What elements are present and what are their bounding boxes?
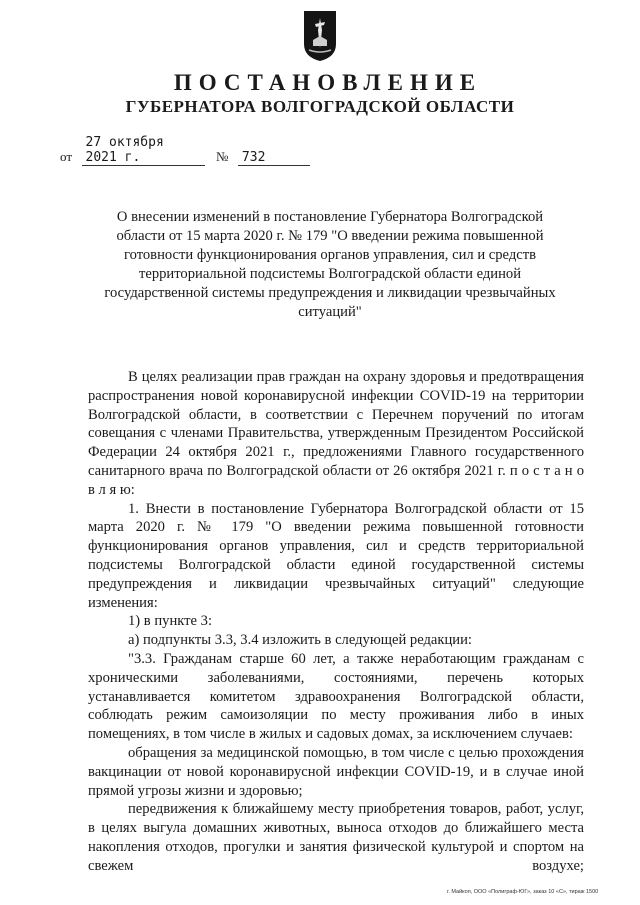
document-title: ПОСТАНОВЛЕНИЕ [173, 70, 483, 95]
print-footer: г. Майкоп, ООО «Полиграф-ЮГ», заказ 10 «С», тираж 1500 [447, 889, 599, 895]
body-paragraph: обращения за медицинской помощью, в том числе с целью прохождения вакцинации от новой коронавирусной инфекции COVID-19, и в случае иной прямой угрозы жизни и здоровью; [88, 744, 584, 799]
document-date: 27 октября 2021 г. [82, 135, 205, 166]
document-number: 732 [238, 150, 310, 166]
body-paragraph: 1) в пункте 3: [128, 613, 213, 630]
body-paragraph: В целях реализации прав граждан на охрану здоровья и предотвращения распространения новой коронавирусной инфекции COVID-19 на территории Волгоградской области, в соответствии с Перечнем поручений по итогам совещания с членами Правительства, утвержденным Президентом Российской Федерации 24 октября 2021 г., предложениями Главного государственного санитарного врача по Волгоградской области от 26 октября 2021 г. п о с т а н о в л я ю: [88, 369, 584, 498]
issuing-authority: ГУБЕРНАТОРА ВОЛГОГРАДСКОЙ ОБЛАСТИ [125, 97, 515, 116]
coat-of-arms-icon [303, 10, 337, 62]
body-paragraph: 1. Внести в постановление Губернатора Волгоградской области от 15 марта 2020 г. № 179 "О введении режима повышенной готовности функционирования органов управления, сил и средств территориальной подсистемы Волгоградской области единой государственной системы предупреждения и ликвидации чрезвычайных ситуаций" следующие изменения: [88, 500, 584, 611]
document-subject: О внесении изменений в постановление Губернатора Волгоградской области от 15 марта 2020 г. № 179 "О введении режима повышенной готовности функционирования органов управления, сил и средств территориальной подсистемы Волгоградской области единой государственной системы предупреждения и ликвидации чрезвычайных ситуаций" [104, 209, 556, 320]
document-body [88, 368, 584, 876]
body-paragraph: передвижения к ближайшему месту приобретения товаров, работ, услуг, в целях выгула домашних животных, выноса отходов до ближайшего места накопления отходов, прогулки и занятия физической культурой и спортом на свежем воздухе; [88, 801, 584, 874]
number-prefix: № [216, 149, 229, 164]
document-meta [60, 135, 310, 166]
body-paragraph: а) подпункты 3.3, 3.4 изложить в следующей редакции: [128, 632, 472, 649]
body-paragraph: "3.3. Гражданам старше 60 лет, а также неработающим гражданам с хроническими заболеваниями, состояниями, перечень которых устанавливается комитетом здравоохранения Волгоградской области, соблюдать режим самоизоляции по месту проживания либо в иных помещениях, в том числе в жилых и садовых домах, за исключением случаев: [88, 650, 584, 743]
date-prefix: от [60, 149, 73, 164]
